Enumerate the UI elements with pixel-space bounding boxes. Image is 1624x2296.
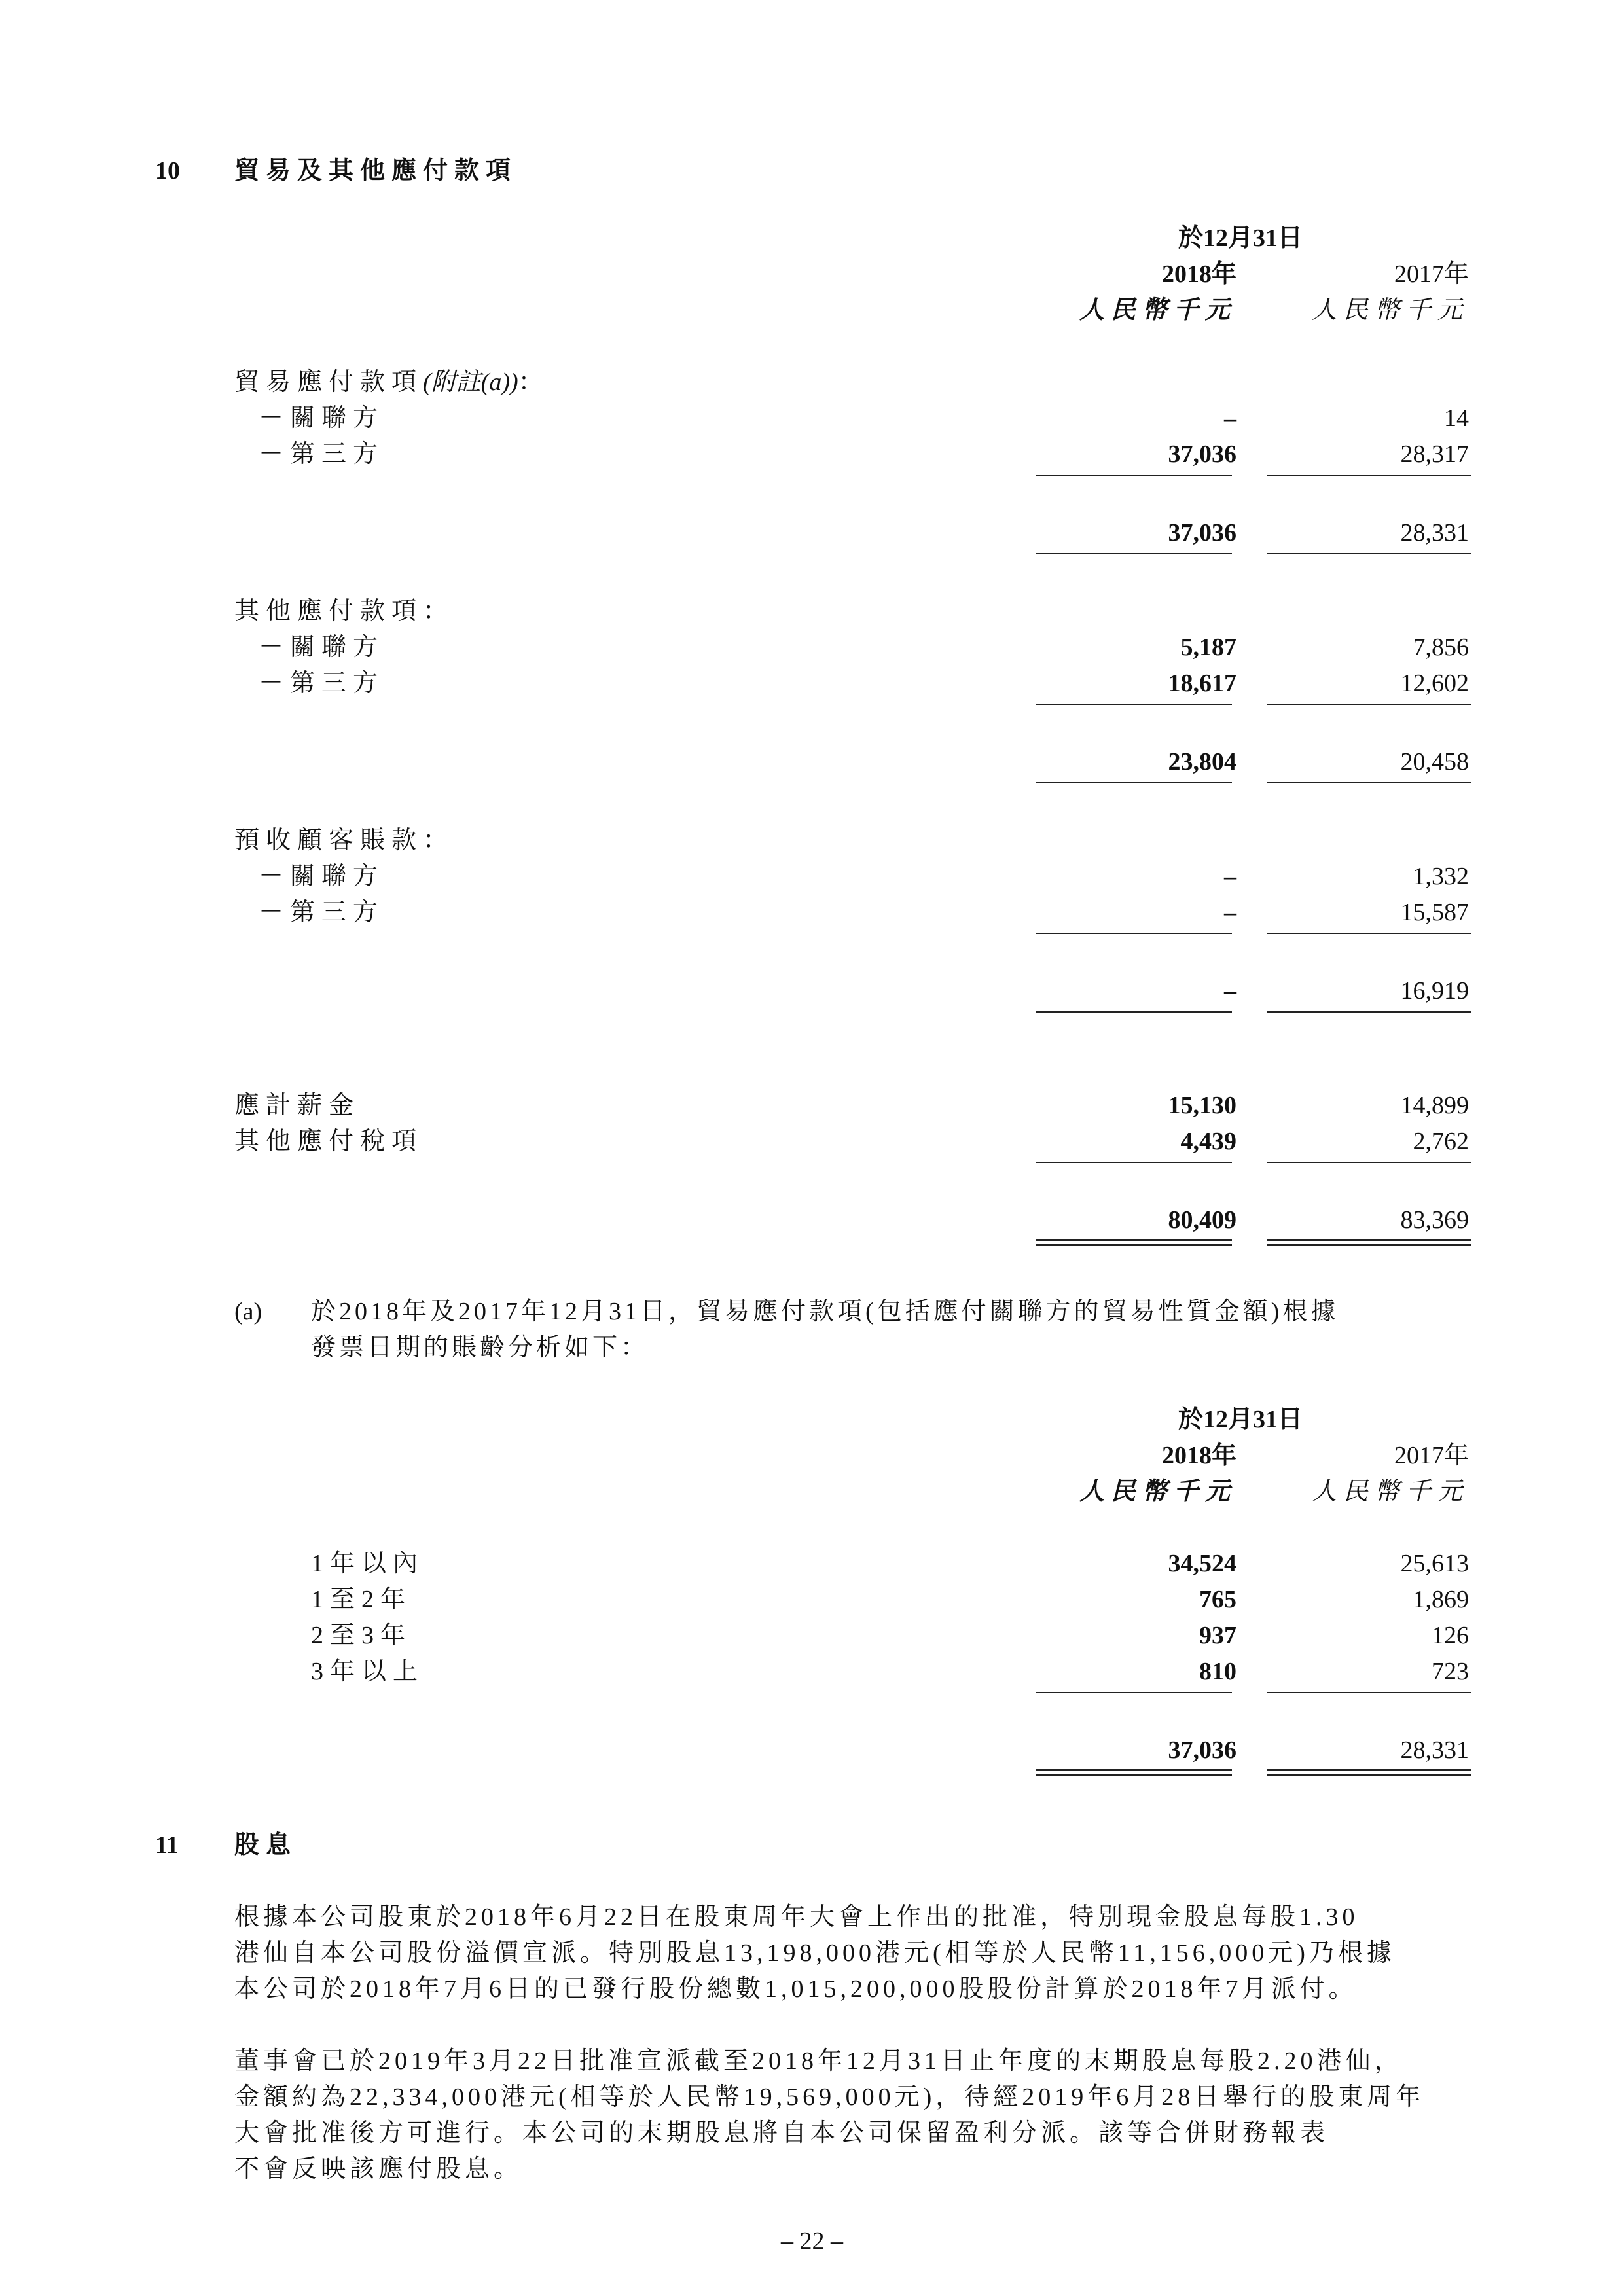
paragraph-line: 金額約為22,334,000港元(相等於人民幣19,569,000元)，待經2019年6月28日舉行的股東周年 — [234, 2083, 1425, 2111]
double-rule — [1036, 1239, 1232, 1246]
aging-row-2017: 1,869 — [1413, 1586, 1469, 1613]
paragraph-line: 本公司於2018年7月6日的已發行股份總數1,015,200,000股股份計算於2018年7月派付。 — [234, 1975, 1358, 2003]
other-related-2017: 7,856 — [1413, 634, 1469, 661]
trade-subtotal-2017: 28,331 — [1400, 519, 1469, 547]
rule — [1267, 1011, 1471, 1013]
rule — [1267, 1162, 1471, 1163]
aging-row-2017: 126 — [1432, 1622, 1469, 1649]
other-tax-label: 其他應付稅項 — [234, 1128, 424, 1155]
other-payables-heading: 其他應付款項： — [234, 598, 455, 625]
other-related-2018: 5,187 — [1180, 634, 1236, 661]
aging-row-2018: 810 — [1199, 1658, 1236, 1685]
unit-header-2018: 人民幣千元 — [1079, 296, 1236, 324]
aging-row-label: 1至2年 — [311, 1586, 412, 1613]
note-a-line-2: 發票日期的賬齡分析如下： — [311, 1334, 649, 1361]
other-third-label: －第三方 — [259, 670, 385, 697]
trade-third-2017: 28,317 — [1400, 440, 1469, 468]
page-number: – 22 – — [781, 2227, 843, 2255]
rule — [1267, 475, 1471, 476]
other-tax-2018: 4,439 — [1180, 1128, 1236, 1155]
trade-subtotal-2018: 37,036 — [1168, 519, 1236, 547]
trade-third-label: －第三方 — [259, 440, 385, 468]
section-10-number: 10 — [155, 157, 180, 185]
aging-unit-2018: 人民幣千元 — [1079, 1478, 1236, 1505]
aging-row-2018: 765 — [1199, 1586, 1236, 1613]
other-subtotal-2018: 23,804 — [1168, 748, 1236, 776]
aging-total-2017: 28,331 — [1400, 1736, 1469, 1764]
rule — [1036, 553, 1232, 554]
paragraph-line: 董事會已於2019年3月22日批准宣派截至2018年12月31日止年度的末期股息每股2.20港仙， — [234, 2047, 1403, 2075]
aging-header-2018: 2018年 — [1161, 1442, 1236, 1469]
accrued-salary-label: 應計薪金 — [234, 1092, 361, 1119]
rule — [1267, 933, 1471, 934]
other-tax-2017: 2,762 — [1413, 1128, 1469, 1155]
note-a-line-1: 於2018年及2017年12月31日，貿易應付款項(包括應付關聯方的貿易性質金額)根據 — [311, 1298, 1339, 1325]
dividend-paragraph-1 — [234, 1905, 1471, 2013]
aging-row-label: 2至3年 — [311, 1622, 412, 1649]
rule — [1036, 1011, 1232, 1013]
column-header-2018: 2018年 — [1161, 260, 1236, 288]
double-rule — [1036, 1769, 1232, 1776]
aging-row-label: 3年以上 — [311, 1658, 425, 1685]
grand-total-2018: 80,409 — [1168, 1206, 1236, 1234]
other-subtotal-2017: 20,458 — [1400, 748, 1469, 776]
rule — [1036, 933, 1232, 934]
aging-unit-2017: 人民幣千元 — [1311, 1478, 1469, 1505]
advance-heading: 預收顧客賬款： — [234, 827, 455, 854]
paragraph-line: 大會批准後方可進行。本公司的末期股息將自本公司保留盈利分派。該等合併財務報表 — [234, 2119, 1329, 2147]
section-11-title: 股息 — [234, 1831, 298, 1859]
double-rule — [1267, 1239, 1471, 1246]
advance-related-2017: 1,332 — [1413, 863, 1469, 890]
unit-header-2017: 人民幣千元 — [1311, 296, 1469, 324]
aging-row-2018: 937 — [1199, 1622, 1236, 1649]
rule — [1267, 704, 1471, 705]
aging-header-2017: 2017年 — [1394, 1442, 1469, 1469]
note-a-marker: (a) — [234, 1298, 262, 1325]
rule — [1036, 782, 1232, 783]
rule — [1267, 782, 1471, 783]
section-11-number: 11 — [155, 1831, 179, 1859]
advance-third-label: －第三方 — [259, 899, 385, 926]
accrued-salary-2018: 15,130 — [1168, 1092, 1236, 1119]
aging-row-2017: 25,613 — [1400, 1550, 1469, 1577]
aging-row-label: 1年以內 — [311, 1550, 425, 1577]
rule — [1267, 1692, 1471, 1693]
column-group-header: 於12月31日 — [1178, 224, 1303, 252]
other-related-label: －關聯方 — [259, 634, 385, 661]
aging-row-2017: 723 — [1432, 1658, 1469, 1685]
rule — [1036, 1692, 1232, 1693]
accrued-salary-2017: 14,899 — [1400, 1092, 1469, 1119]
aging-group-header: 於12月31日 — [1178, 1406, 1303, 1433]
trade-related-label: －關聯方 — [259, 404, 385, 432]
rule — [1036, 475, 1232, 476]
grand-total-2017: 83,369 — [1400, 1206, 1469, 1234]
advance-third-2018: – — [1224, 899, 1236, 926]
trade-third-2018: 37,036 — [1168, 440, 1236, 468]
advance-related-2018: – — [1224, 863, 1236, 890]
advance-related-label: －關聯方 — [259, 863, 385, 890]
advance-third-2017: 15,587 — [1400, 899, 1469, 926]
paragraph-line: 根據本公司股東於2018年6月22日在股東周年大會上作出的批准，特別現金股息每股1.30 — [234, 1903, 1359, 1931]
aging-total-2018: 37,036 — [1168, 1736, 1236, 1764]
rule — [1036, 1162, 1232, 1163]
other-third-2018: 18,617 — [1168, 670, 1236, 697]
dividend-paragraph-2 — [234, 2049, 1471, 2193]
double-rule — [1267, 1769, 1471, 1776]
trade-related-2018: – — [1224, 404, 1236, 432]
paragraph-line: 港仙自本公司股份溢價宣派。特別股息13,198,000港元(相等於人民幣11,156,000元)乃根據 — [234, 1939, 1396, 1967]
trade-payables-heading: 貿易應付款項(附註(a))： — [234, 368, 543, 396]
column-header-2017: 2017年 — [1394, 260, 1469, 288]
aging-row-2018: 34,524 — [1168, 1550, 1236, 1577]
section-10-title: 貿易及其他應付款項 — [234, 157, 518, 185]
other-third-2017: 12,602 — [1400, 670, 1469, 697]
rule — [1036, 704, 1232, 705]
paragraph-line: 不會反映該應付股息。 — [234, 2155, 523, 2183]
trade-related-2017: 14 — [1444, 404, 1469, 432]
advance-subtotal-2017: 16,919 — [1400, 977, 1469, 1005]
rule — [1267, 553, 1471, 554]
advance-subtotal-2018: – — [1224, 977, 1236, 1005]
